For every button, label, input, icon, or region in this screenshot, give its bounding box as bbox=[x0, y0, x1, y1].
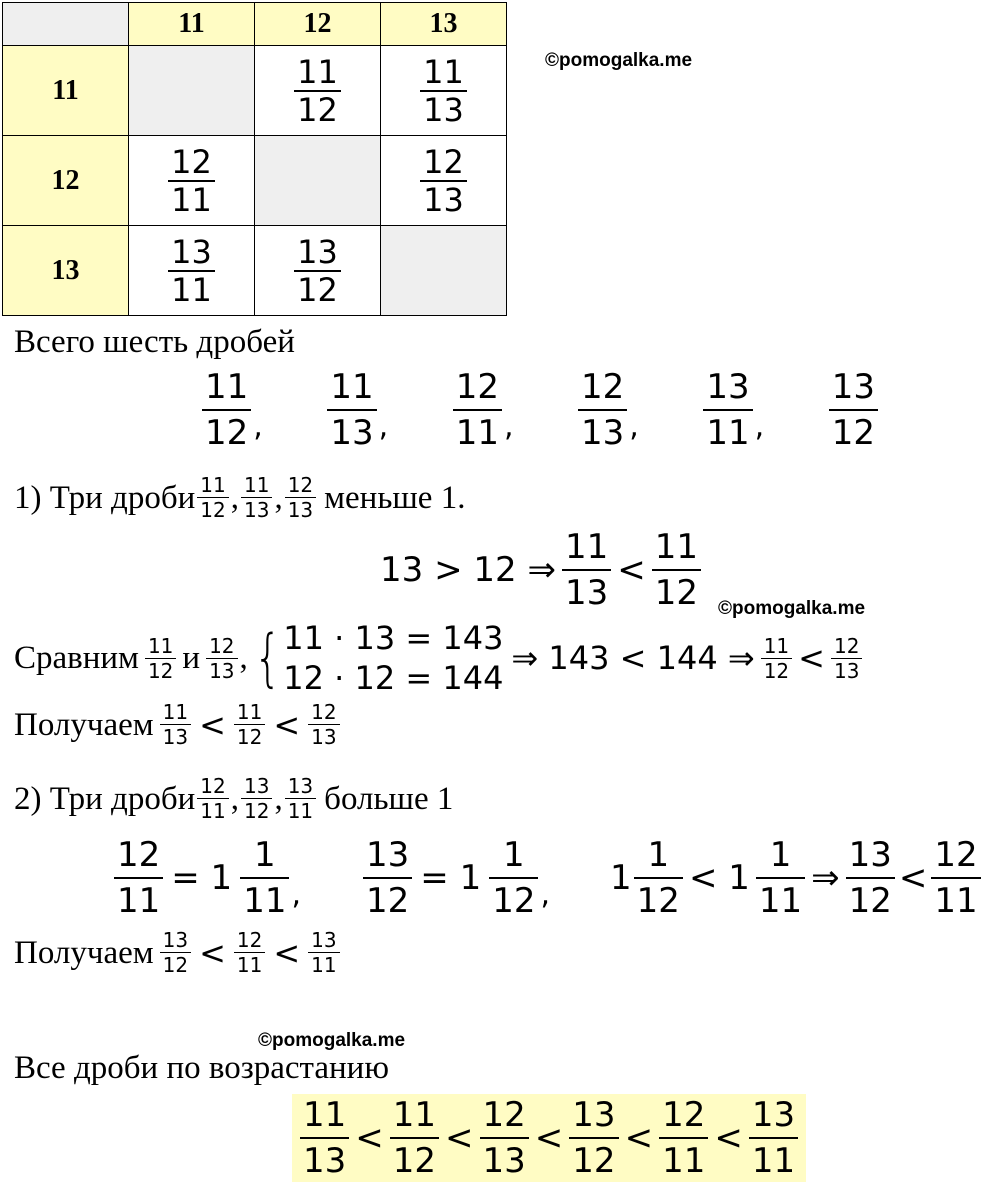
denominator: 12 bbox=[294, 90, 341, 126]
empty-cell bbox=[255, 136, 381, 226]
denominator: 11 bbox=[659, 1137, 708, 1178]
numerator: 11 bbox=[763, 633, 790, 658]
numerator: 13 bbox=[831, 367, 875, 407]
fraction bbox=[480, 1095, 529, 1181]
fraction bbox=[206, 633, 237, 683]
denominator: 12 bbox=[197, 497, 228, 520]
step2-line: 2) Три дроби $\frac{12}{11}$ , $\frac{13}{12}$ , $\frac{13}{11}$ больше 1 bbox=[14, 774, 454, 823]
final-title: Все дроби по возрастанию bbox=[14, 1050, 389, 1086]
fraction bbox=[294, 232, 341, 309]
denominator: 12 bbox=[390, 1137, 439, 1178]
result-word: Получаем bbox=[14, 706, 154, 743]
six-fractions-title: Всего шесть дробей bbox=[14, 324, 295, 360]
numerator: 12 bbox=[833, 633, 860, 658]
fractions-table bbox=[2, 2, 507, 316]
denominator: 13 bbox=[285, 497, 316, 520]
fraction bbox=[659, 1095, 708, 1181]
fraction bbox=[241, 475, 272, 520]
watermark-2: ©pomogalka.me bbox=[718, 598, 866, 619]
fraction bbox=[652, 527, 701, 613]
numerator: 11 bbox=[423, 52, 464, 91]
denominator: 11 bbox=[749, 1137, 798, 1178]
compare-and: и bbox=[182, 640, 201, 676]
fraction bbox=[202, 367, 251, 453]
fraction bbox=[285, 475, 316, 520]
system-result: ⇒ 143 < 144 ⇒ bbox=[511, 639, 755, 677]
denominator: 12 bbox=[652, 569, 701, 610]
fraction bbox=[285, 776, 316, 821]
fraction: $\frac{13}{12}$ bbox=[363, 838, 412, 918]
step1-result: Получаем $\frac{11}{13}$ < $\frac{11}{12}$ < $\frac{12}{13}$ bbox=[14, 702, 342, 747]
empty-cell bbox=[381, 226, 507, 316]
step1-inequality: 13 > 12 ⇒ $\frac{11}{13}$ < $\frac{11}{12}$ bbox=[380, 530, 703, 610]
denominator: 11 bbox=[453, 409, 502, 450]
fraction: $\frac{1}{11}$ bbox=[240, 838, 289, 918]
step1-line: 1) Три дроби $\frac{11}{12}$ , $\frac{11}{13}$ , $\frac{12}{13}$ меньше 1. bbox=[14, 473, 466, 522]
numerator: 12 bbox=[236, 928, 263, 952]
numerator: 11 bbox=[330, 367, 374, 407]
numerator: 13 bbox=[297, 232, 338, 271]
denominator: 12 bbox=[145, 658, 176, 681]
denominator: 12 bbox=[829, 409, 878, 450]
step1-prefix: 1) Три дроби bbox=[14, 479, 196, 516]
numerator: 13 bbox=[171, 232, 212, 271]
numerator: 11 bbox=[162, 700, 189, 724]
fraction: $\frac{13}{12}$ bbox=[846, 838, 895, 918]
fraction bbox=[453, 367, 502, 453]
table-cell bbox=[381, 136, 507, 226]
result-word: Получаем bbox=[14, 934, 154, 971]
fraction bbox=[562, 527, 611, 613]
fraction bbox=[168, 232, 215, 309]
numerator: 11 bbox=[200, 473, 226, 497]
inequality-text: 13 > 12 ⇒ bbox=[380, 550, 556, 590]
system-line: 11 · 13 = 143 bbox=[283, 619, 504, 657]
denominator: 13 bbox=[420, 90, 467, 126]
denominator: 11 bbox=[197, 798, 228, 821]
fraction bbox=[145, 633, 176, 683]
table-row bbox=[3, 46, 507, 136]
watermark-3: ©pomogalka.me bbox=[258, 1030, 406, 1051]
numerator: 11 bbox=[147, 633, 174, 658]
numerator: 13 bbox=[162, 928, 189, 952]
numerator: 11 bbox=[303, 1095, 347, 1135]
fraction bbox=[703, 367, 752, 453]
denominator: 11 bbox=[168, 270, 215, 306]
denominator: 12 bbox=[160, 952, 191, 975]
fraction: $\frac{1}{12}$ bbox=[489, 838, 538, 918]
fraction bbox=[197, 776, 228, 821]
numerator: 11 bbox=[564, 527, 609, 567]
column-header: 12 bbox=[255, 3, 381, 46]
denominator: 13 bbox=[241, 497, 272, 520]
table-corner-cell bbox=[3, 3, 129, 46]
denominator: 11 bbox=[308, 952, 339, 975]
numerator: 13 bbox=[244, 774, 270, 798]
fraction bbox=[420, 52, 467, 129]
fraction bbox=[829, 367, 878, 453]
denominator: 13 bbox=[327, 409, 376, 450]
fraction bbox=[234, 930, 265, 975]
fraction bbox=[168, 142, 215, 219]
fraction: $\frac{1}{12}$ bbox=[634, 838, 683, 918]
numerator: 12 bbox=[423, 142, 464, 181]
table-row bbox=[3, 136, 507, 226]
numerator: 11 bbox=[236, 700, 263, 724]
table-row bbox=[3, 226, 507, 316]
table-cell bbox=[381, 46, 507, 136]
fraction bbox=[197, 475, 228, 520]
equation-system bbox=[283, 618, 503, 698]
fraction bbox=[761, 633, 792, 683]
denominator: 12 bbox=[234, 724, 265, 747]
compare-word: Сравним bbox=[14, 640, 139, 676]
denominator: 11 bbox=[234, 952, 265, 975]
row-header: 13 bbox=[3, 226, 129, 316]
final-ordering: $\frac{11}{13}$ < $\frac{11}{12}$ < $\frac{12}{13}$ < $\frac{13}{12}$ < $\frac{12}{11}$ < $\frac{13}{11}$ bbox=[292, 1094, 806, 1182]
fraction bbox=[300, 1095, 349, 1181]
fraction bbox=[308, 930, 339, 975]
denominator: 13 bbox=[308, 724, 339, 747]
fraction bbox=[294, 52, 341, 129]
numerator: 13 bbox=[706, 367, 750, 407]
numerator: 11 bbox=[205, 367, 249, 407]
fraction bbox=[420, 142, 467, 219]
numerator: 12 bbox=[482, 1095, 526, 1135]
denominator: 11 bbox=[285, 798, 316, 821]
numerator: 12 bbox=[209, 633, 235, 658]
denominator: 12 bbox=[202, 409, 251, 450]
fraction bbox=[578, 367, 627, 453]
fraction bbox=[749, 1095, 798, 1181]
empty-cell bbox=[129, 46, 255, 136]
fraction: $\frac{12}{11}$ bbox=[114, 838, 163, 918]
watermark-1: ©pomogalka.me bbox=[545, 50, 693, 71]
numerator: 12 bbox=[311, 700, 337, 724]
fraction bbox=[390, 1095, 439, 1181]
numerator: 13 bbox=[751, 1095, 796, 1135]
denominator: 12 bbox=[241, 798, 272, 821]
fraction bbox=[831, 633, 862, 683]
numerator: 11 bbox=[654, 527, 698, 567]
numerator: 13 bbox=[572, 1095, 616, 1135]
fraction: $\frac{1}{11}$ bbox=[756, 838, 805, 918]
step2-mixed-numbers: $\frac{12}{11}$ = 1 $\frac{1}{11}$ , $\frac{13}{12}$ = 1 $\frac{1}{12}$ , 1 $\frac{1}{12}$ < 1 $\frac{1}{11}$ ⇒ $\frac{13}{12}$ < $\frac{12}{11}$ bbox=[112, 838, 983, 918]
column-header: 13 bbox=[381, 3, 507, 46]
row-header: 12 bbox=[3, 136, 129, 226]
denominator: 11 bbox=[703, 409, 752, 450]
table-cell bbox=[255, 226, 381, 316]
denominator: 13 bbox=[300, 1137, 349, 1178]
denominator: 13 bbox=[420, 180, 467, 216]
numerator: 11 bbox=[244, 473, 270, 497]
denominator: 13 bbox=[160, 724, 191, 747]
denominator: 13 bbox=[831, 658, 862, 681]
fraction bbox=[308, 702, 339, 747]
step1-compare: Сравним $\frac{11}{12}$ и $\frac{12}{13}$ , { 11 · 13 = 143 12 · 12 = 144 ⇒ 143 < 144 ⇒ $\frac{11}{12}$ < $\frac{12}{13}$ bbox=[14, 618, 864, 698]
numerator: 12 bbox=[581, 367, 625, 407]
table-cell bbox=[255, 46, 381, 136]
numerator: 12 bbox=[200, 774, 226, 798]
numerator: 12 bbox=[662, 1095, 706, 1135]
numerator: 11 bbox=[392, 1095, 437, 1135]
fraction: $\frac{12}{11}$ bbox=[931, 838, 980, 918]
brace-icon: { bbox=[253, 621, 282, 694]
row-header: 11 bbox=[3, 46, 129, 136]
denominator: 13 bbox=[206, 658, 237, 681]
numerator: 12 bbox=[455, 367, 499, 407]
numerator: 13 bbox=[311, 928, 337, 952]
denominator: 11 bbox=[168, 180, 215, 216]
column-header: 11 bbox=[129, 3, 255, 46]
denominator: 12 bbox=[569, 1137, 618, 1178]
step2-prefix: 2) Три дроби bbox=[14, 780, 196, 817]
six-fractions-list: $\frac{11}{12}$ , $\frac{11}{13}$ , $\frac{12}{11}$ , $\frac{12}{13}$ , $\frac{13}{11}$ , $\frac{13}{12}$ bbox=[200, 370, 880, 450]
table-header-row bbox=[3, 3, 507, 46]
fraction bbox=[327, 367, 376, 453]
fraction bbox=[160, 702, 191, 747]
denominator: 13 bbox=[562, 569, 611, 610]
numerator: 12 bbox=[171, 142, 212, 181]
fraction bbox=[234, 702, 265, 747]
fraction bbox=[160, 930, 191, 975]
denominator: 13 bbox=[480, 1137, 529, 1178]
numerator: 12 bbox=[287, 473, 314, 497]
step2-result: Получаем $\frac{13}{12}$ < $\frac{12}{11}$ < $\frac{13}{11}$ bbox=[14, 930, 342, 975]
denominator: 13 bbox=[578, 409, 627, 450]
denominator: 12 bbox=[761, 658, 792, 681]
table-cell bbox=[129, 226, 255, 316]
denominator: 12 bbox=[294, 270, 341, 306]
fraction bbox=[569, 1095, 618, 1181]
step2-suffix: больше 1 bbox=[324, 780, 454, 817]
fraction bbox=[241, 776, 272, 821]
numerator: 11 bbox=[297, 52, 338, 91]
system-line: 12 · 12 = 144 bbox=[283, 659, 504, 697]
numerator: 13 bbox=[287, 774, 314, 798]
step1-suffix: меньше 1. bbox=[324, 479, 466, 516]
table-cell bbox=[129, 136, 255, 226]
